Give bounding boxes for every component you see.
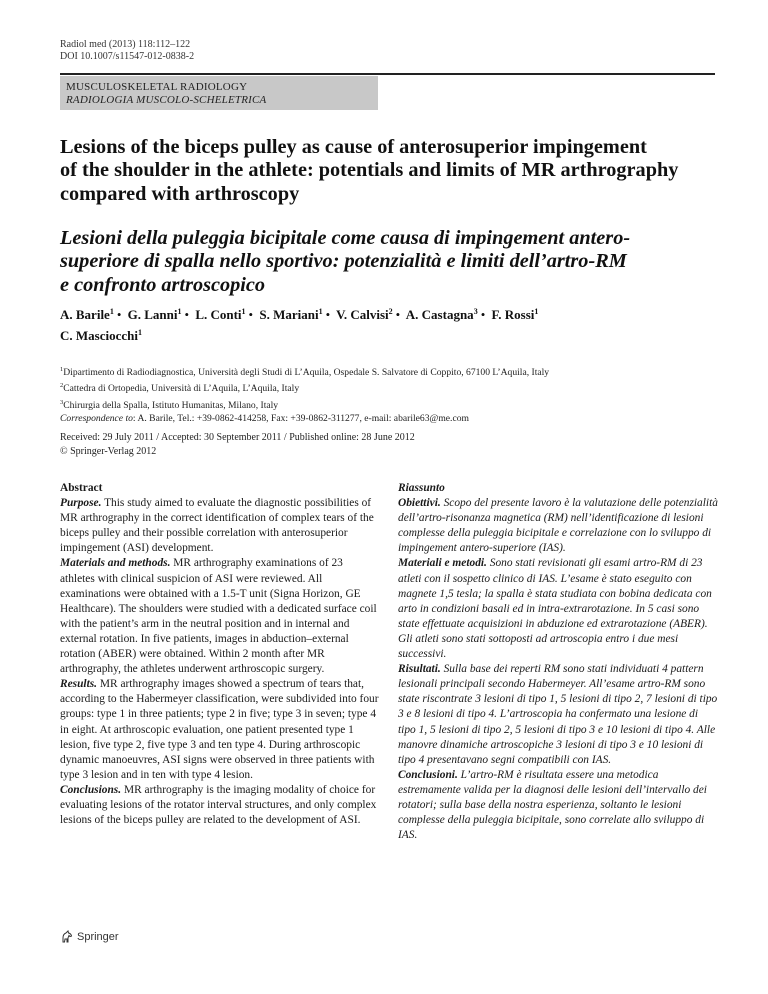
header-rule <box>60 73 715 75</box>
citation-block <box>60 39 194 63</box>
title-italian <box>60 227 720 297</box>
riassunto-heading: Riassunto <box>398 482 445 494</box>
doi[interactable]: DOI 10.1007/s11547-012-0838-2 <box>60 51 195 62</box>
abstract-english <box>60 481 380 828</box>
author-line-1: A. Barile$^1$ • G. Lanni$^1$ • L. Conti$^1$ • S. Mariani$^1$ • V. Calvisi$^2$ • A. Castagna$^3$ • F. Rossi$^1$ <box>60 307 539 322</box>
abstract-purpose: Purpose. This study aimed to evaluate the diagnostic possibilities of MR arthrography in the correct identification of complex tears of the biceps pulley and their possible correlation with anterosuperior impingement (ASI) development. <box>60 497 374 555</box>
copyright: © Springer-Verlag 2012 <box>60 445 157 457</box>
abstract-conclusions: Conclusions. MR arthrography is the imaging modality of choice for evaluating lesions of the rotator interval structures, and only complex lesions of the biceps pulley are related to the development of ASI. <box>60 783 377 827</box>
title-en-line: Lesions of the biceps pulley as cause of anterosuperior impingement <box>60 136 647 158</box>
title-it-line: Lesioni della puleggia bicipitale come causa di impingement antero- <box>60 227 631 249</box>
abstract-methods: Materials and methods. MR arthrography examinations of 23 athletes with clinical suspicion of ASI were reviewed. All examinations were obtained with a 1.5-T unit (Signa Horizon, GE Healthcare). The shoulders were studied with a dedicated surface coil with the patient’s arm in the neutral position and in internal and external rotation. In five patients, images in abduction–external rotation (ABER) were obtained. Within 2 month after MR arthrography, the athletes underwent arthroscopic surgery. <box>60 557 377 676</box>
author: A. Barile$^1$ <box>60 307 114 322</box>
author: G. Lanni$^1$ <box>127 307 182 322</box>
publication-dates <box>60 431 740 458</box>
riassunto-obiettivi: Obiettivi. Scopo del presente lavoro è la valutazione delle potenzialità dell’artro-risonanza magnetica (RM) nell’identificazione di lesioni complesse della puleggia bicipitale e correlazione con lo sviluppo di impingement antero-superiore (IAS). <box>398 497 718 555</box>
section-label-it: RADIOLOGIA MUSCOLO-SCHELETRICA <box>66 94 267 106</box>
received-dates: Received: 29 July 2011 / Accepted: 30 September 2011 / Published online: 28 June 2012 <box>60 432 415 443</box>
section-label-en: MUSCULOSKELETAL RADIOLOGY <box>66 81 248 93</box>
section-label <box>60 76 378 110</box>
title-it-line: superiore di spalla nello sportivo: potenzialità e limiti dell’artro-RM <box>60 250 627 273</box>
author: S. Mariani$^1$ <box>259 307 323 322</box>
riassunto-conclusioni: Conclusioni. L’artro-RM è risultata essere una metodica estremamente valida per la diagnosi delle lesioni dell’intervallo dei rotatori; sulla base della nostra esperienza, soltanto le lesioni complesse della puleggia bicipitale, sono correlate allo sviluppo di IAS. <box>398 768 707 842</box>
title-english <box>60 136 720 206</box>
affiliation-3: $^3$Chirurgia della Spalla, Istituto Humanitas, Milano, Italy <box>60 398 279 411</box>
publisher-footer <box>60 930 119 944</box>
affiliation-1: $^1$Dipartimento di Radiodiagnostica, Università degli Studi di L’Aquila, Ospedale S. Salvatore di Coppito, 67100 L’Aquila, Italy <box>60 366 550 378</box>
publisher-name: Springer <box>77 931 119 943</box>
affiliations <box>60 363 740 426</box>
author-line-2 <box>60 324 740 345</box>
author: L. Conti$^1$ <box>195 307 246 322</box>
abstract-heading: Abstract <box>60 482 103 494</box>
author: A. Castagna$^3$ <box>405 307 478 322</box>
riassunto-metodi: Materiali e metodi. Sono stati revisionati gli esami artro-RM di 23 atleti con il sospetto clinico di IAS. L’esame è stato eseguito con magnete 1,5 tesla; la spalla è stata studiata con bobina dedicata con arto in condizioni basali ed in intra-extrarotazione. In 5 casi sono state effettuate acquisizioni in abduzione ed extrarotazione (ABER). Gli atleti sono stati sottoposti ad artroscopia entro i due mesi successivi. <box>398 557 712 661</box>
title-it-line: e confronto artroscopico <box>60 273 266 296</box>
title-en-line: compared with arthroscopy <box>60 182 300 205</box>
author-list <box>60 303 740 345</box>
correspondence: Correspondence to: A. Barile, Tel.: +39-0862-414258, Fax: +39-0862-311277, e-mail: abarile63@me.com <box>60 413 469 425</box>
journal-citation: Radiol med (2013) 118:112–122 <box>60 39 191 50</box>
author: F. Rossi$^1$ <box>491 307 539 322</box>
springer-horse-icon <box>60 930 74 944</box>
riassunto-risultati: Risultati. Sulla base dei reperti RM sono stati individuati 4 pattern lesionali principali secondo Habermeyer. All’esame artro-RM sono state riscontrate 3 lesioni di tipo 1, 5 lesioni di tipo 2, 7 lesioni di tipo 3 e 8 lesioni di tipo 4. L’artroscopia ha confermato una lesione di tipo 1, 5 lesioni di tipo 2, 5 lesioni di tipo 3 e 10 lesioni di tipo 4. Alle manovre dinamiche artroscopiche 3 lesioni di tipo 3 e 10 lesioni di tipo 4 presentavano segni compatibili con IAS. <box>398 663 718 766</box>
author: V. Calvisi$^2$ <box>336 307 393 322</box>
title-en-line: of the shoulder in the athlete: potentials and limits of MR arthrography <box>60 159 679 182</box>
affiliation-2: $^2$Cattedra di Ortopedia, Università di L’Aquila, L’Aquila, Italy <box>60 382 300 395</box>
author: C. Masciocchi$^1$ <box>60 328 142 343</box>
abstract-results: Results. MR arthrography images showed a spectrum of tears that, according to the Habermeyer classification, were subdivided into four groups: type 1 in three patients; type 2 in five; type 3 in seven; type 4 in eight. At arthroscopic evaluation, one patient presented type 1 lesion, five type 2, five type 3 and ten type 4. During arthroscopic dynamic manoeuvres, ASI signs were observed in three patients with type 3 lesion and in ten with type 4 lesion. <box>60 678 379 781</box>
abstract-italian <box>398 481 718 843</box>
